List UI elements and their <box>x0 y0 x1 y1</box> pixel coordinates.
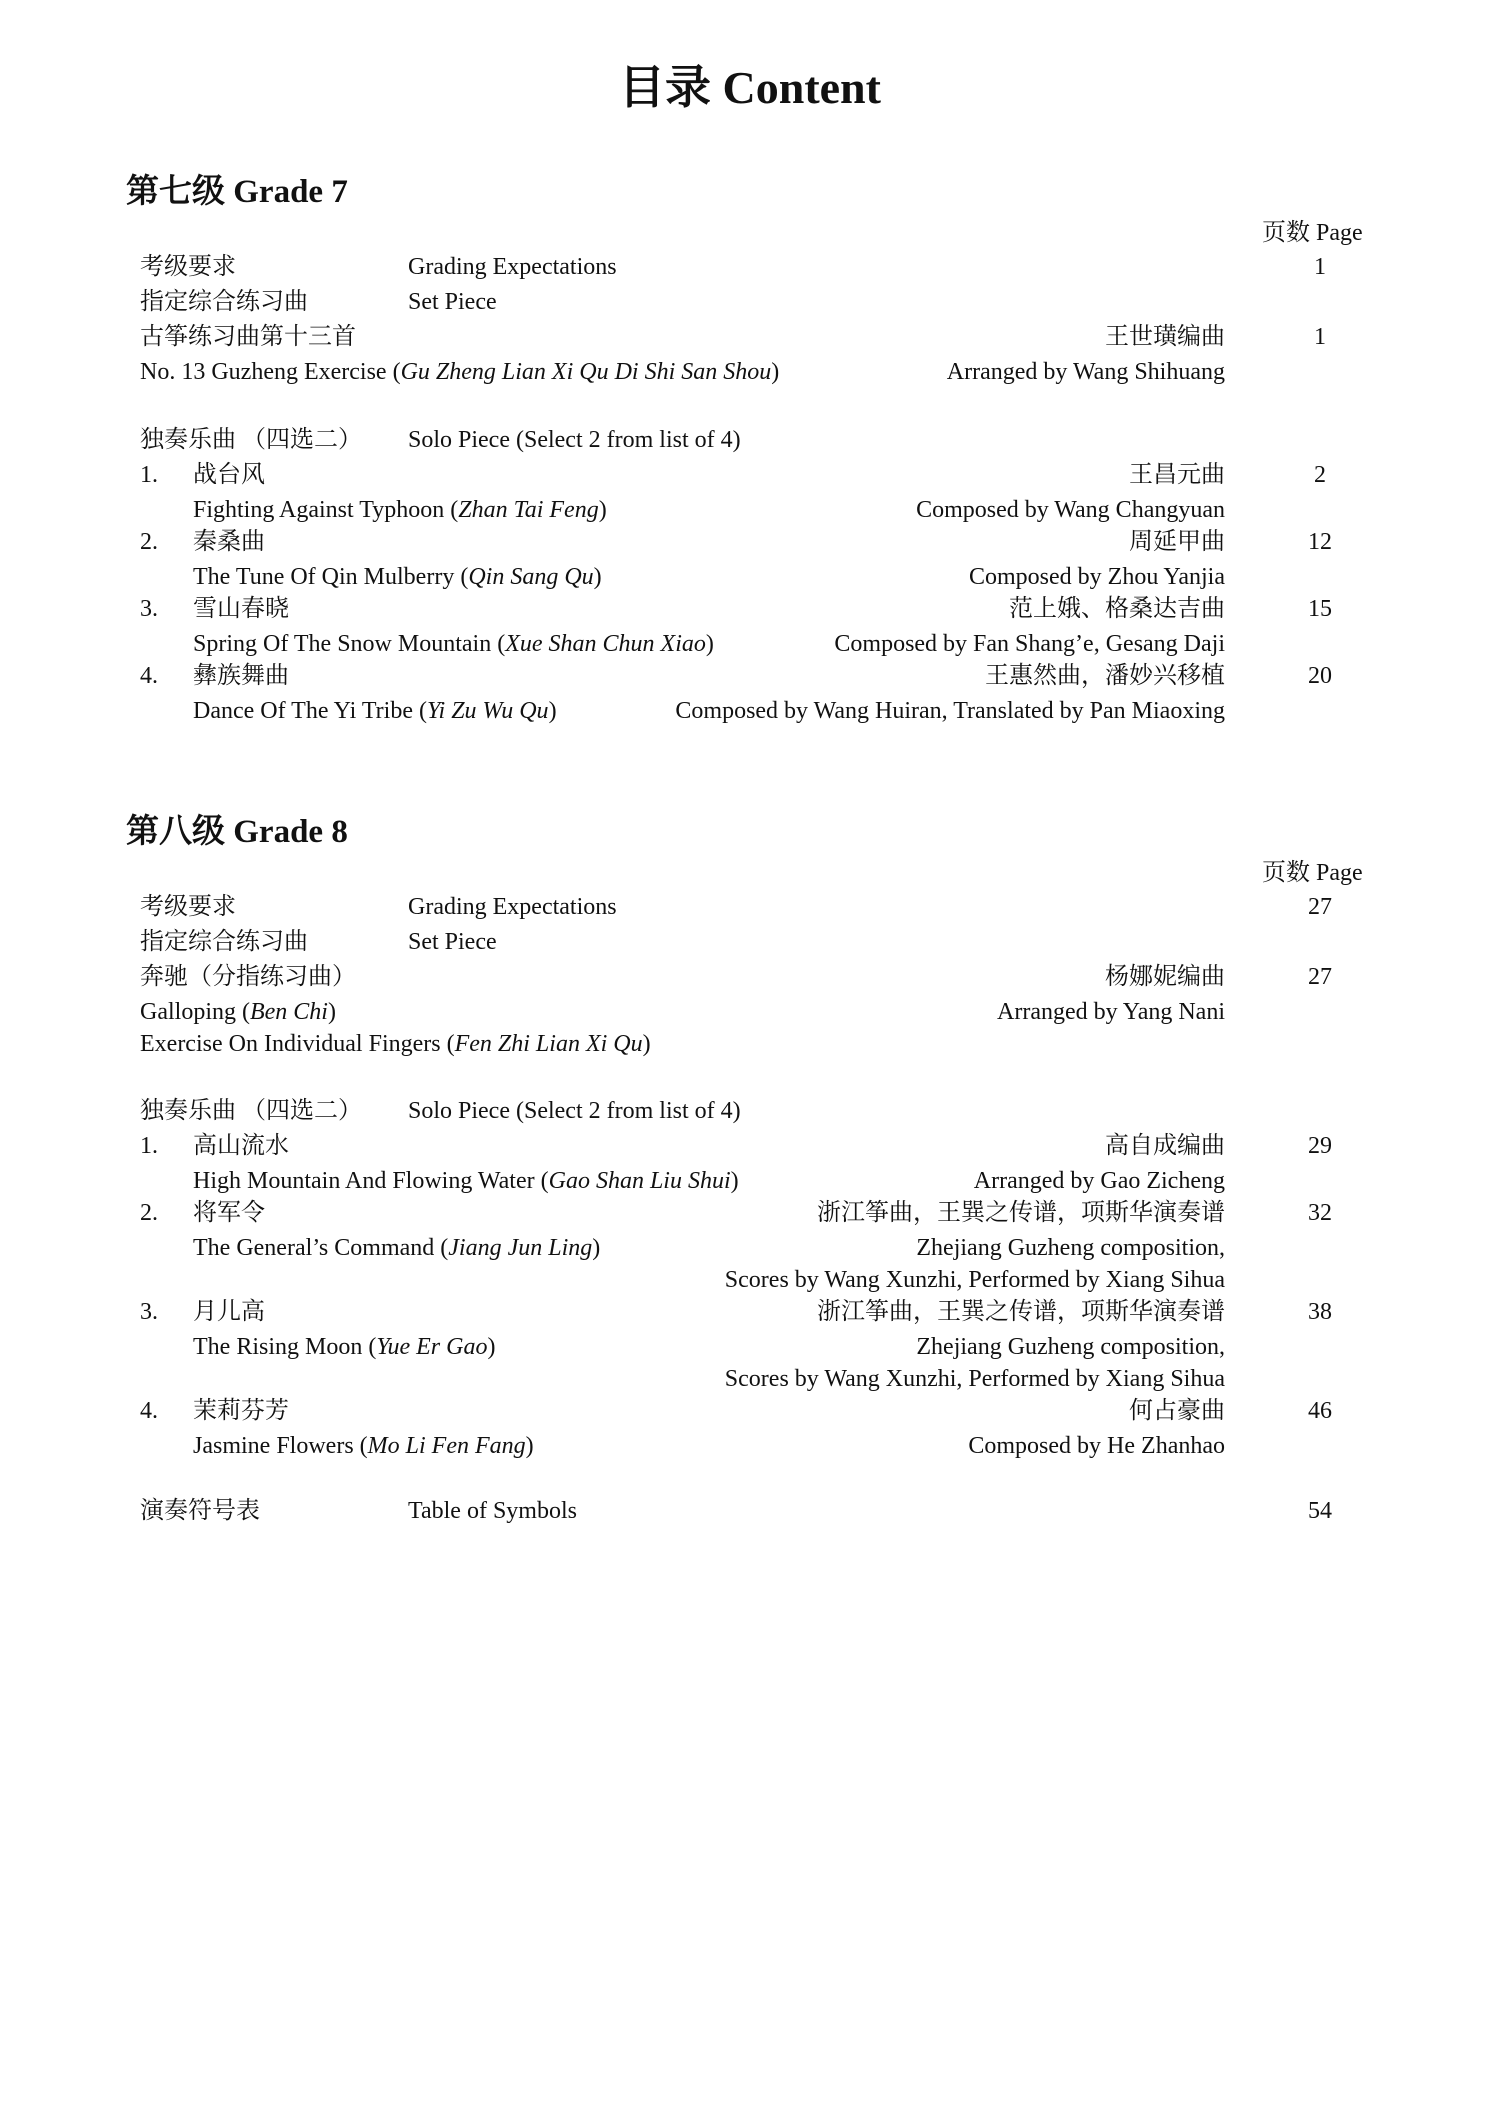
composer-en: Composed by He Zhanhao <box>968 1433 1225 1459</box>
solo-title-cn: 独奏乐曲 （四选二） <box>140 427 362 453</box>
piece-number: 4. <box>140 1398 158 1424</box>
entry-title-cn: 指定综合练习曲 <box>140 929 308 955</box>
toc-entry-exercise-en2 <box>0 1027 1500 1061</box>
piece-title-en <box>193 1164 739 1198</box>
piece-title-en <box>193 560 602 594</box>
composer-en: Composed by Zhou Yanjia <box>968 564 1225 590</box>
page-number: 27 <box>1308 964 1332 990</box>
toc-entry-exercise[interactable] <box>0 320 1500 354</box>
title-pinyin: Qin Sang Qu <box>468 564 594 590</box>
entry-title-cn: 考级要求 <box>140 254 236 280</box>
title-text: Dance Of The Yi Tribe ( <box>193 698 427 724</box>
page-number: 1 <box>1314 254 1326 280</box>
composer-cn: 范上娥、格桑达吉曲 <box>1009 596 1225 622</box>
entry-title-en <box>140 995 336 1029</box>
title-close: ) <box>771 359 780 385</box>
piece-title-en <box>193 627 714 661</box>
title-text: Galloping ( <box>140 999 250 1025</box>
title-pinyin: Jiang Jun Ling <box>448 1235 593 1261</box>
title-text: The Rising Moon ( <box>193 1334 377 1360</box>
toc-entry-grading[interactable] <box>0 250 1500 284</box>
solo-piece-entry[interactable] <box>0 1394 1500 1428</box>
title-text: High Mountain And Flowing Water ( <box>193 1168 549 1194</box>
piece-title-cn: 高山流水 <box>193 1133 289 1159</box>
page-number: 12 <box>1308 529 1332 555</box>
title-close: ) <box>730 1168 739 1194</box>
solo-piece-entry[interactable] <box>0 1295 1500 1329</box>
solo-section-header <box>0 1094 1500 1128</box>
solo-piece-en <box>0 627 1500 661</box>
page-number: 54 <box>1308 1498 1332 1524</box>
page-number: 15 <box>1308 596 1332 622</box>
toc-entry-grading[interactable] <box>0 890 1500 924</box>
entry-title-en: Grading Expectations <box>408 894 617 920</box>
solo-piece-en <box>0 1231 1500 1265</box>
arranger-en: Arranged by Wang Shihuang <box>946 359 1225 385</box>
title-pinyin: Yue Er Gao <box>376 1334 488 1360</box>
entry-title-cn: 古筝练习曲第十三首 <box>140 324 356 350</box>
piece-number: 2. <box>140 529 158 555</box>
solo-title-cn: 独奏乐曲 （四选二） <box>140 1098 362 1124</box>
solo-piece-credit <box>0 1263 1500 1297</box>
title-pinyin: Ben Chi <box>249 999 328 1025</box>
toc-entry-symbols[interactable] <box>0 1494 1500 1528</box>
entry-title-en: Table of Symbols <box>408 1498 577 1524</box>
title-text: The General’s Command ( <box>193 1235 449 1261</box>
entry-title-en <box>140 355 779 389</box>
composer-en: Composed by Wang Changyuan <box>916 497 1225 523</box>
solo-piece-entry[interactable] <box>0 592 1500 626</box>
title-close: ) <box>593 564 602 590</box>
title-close: ) <box>598 497 607 523</box>
arranger-en: Arranged by Yang Nani <box>997 999 1225 1025</box>
page-title: 目录 Content <box>619 62 881 113</box>
piece-title-cn: 战台风 <box>193 462 265 488</box>
entry-title-en: Set Piece <box>408 289 497 315</box>
composer-cn: 浙江筝曲，王巽之传谱，项斯华演奏谱 <box>817 1200 1225 1226</box>
page-column-header: 页数 Page <box>1262 860 1363 886</box>
piece-number: 1. <box>140 462 158 488</box>
piece-title-cn: 茉莉芬芳 <box>193 1398 289 1424</box>
piece-title-cn: 秦桑曲 <box>193 529 265 555</box>
toc-entry-set-piece <box>0 285 1500 319</box>
composer-en: Arranged by Gao Zicheng <box>973 1168 1225 1194</box>
piece-title-cn: 彝族舞曲 <box>193 663 289 689</box>
solo-piece-en <box>0 694 1500 728</box>
solo-piece-entry[interactable] <box>0 1129 1500 1163</box>
piece-number: 3. <box>140 596 158 622</box>
solo-piece-en <box>0 493 1500 527</box>
piece-title-en <box>193 1330 495 1364</box>
title-close: ) <box>705 631 714 657</box>
composer-cn: 何占豪曲 <box>1129 1398 1225 1424</box>
piece-title-en <box>193 1429 534 1463</box>
title-close: ) <box>327 999 336 1025</box>
title-close: ) <box>642 1031 651 1057</box>
composer-en: Composed by Fan Shang’e, Gesang Daji <box>834 631 1225 657</box>
title-pinyin: Fen Zhi Lian Xi Qu <box>454 1031 643 1057</box>
piece-title-cn: 月儿高 <box>193 1299 265 1325</box>
page-number: 46 <box>1308 1398 1332 1424</box>
title-text: Spring Of The Snow Mountain ( <box>193 631 506 657</box>
title-close: ) <box>525 1433 534 1459</box>
entry-subtitle-en <box>140 1027 651 1061</box>
entry-title-en: Grading Expectations <box>408 254 617 280</box>
title-text: Jasmine Flowers ( <box>193 1433 368 1459</box>
grade-8-heading: 第八级 Grade 8 <box>126 814 348 850</box>
title-close: ) <box>487 1334 496 1360</box>
solo-piece-entry[interactable] <box>0 525 1500 559</box>
arranger-cn: 杨娜妮编曲 <box>1105 964 1225 990</box>
grade-7-heading: 第七级 Grade 7 <box>126 174 348 210</box>
solo-title-en: Solo Piece (Select 2 from list of 4) <box>408 427 741 453</box>
composer-cn: 浙江筝曲，王巽之传谱，项斯华演奏谱 <box>817 1299 1225 1325</box>
arranger-cn: 王世璜编曲 <box>1105 324 1225 350</box>
title-pinyin: Gu Zheng Lian Xi Qu Di Shi San Shou <box>400 359 772 385</box>
page-number: 38 <box>1308 1299 1332 1325</box>
solo-piece-entry[interactable] <box>0 659 1500 693</box>
solo-piece-en <box>0 1330 1500 1364</box>
title-close: ) <box>592 1235 601 1261</box>
piece-title-en <box>193 493 607 527</box>
page-number: 32 <box>1308 1200 1332 1226</box>
composer-cn: 高自成编曲 <box>1105 1133 1225 1159</box>
toc-entry-exercise-en <box>0 355 1500 389</box>
composer-en: Zhejiang Guzheng composition, <box>916 1334 1225 1360</box>
piece-number: 1. <box>140 1133 158 1159</box>
page-column-header: 页数 Page <box>1262 220 1363 246</box>
page-number: 20 <box>1308 663 1332 689</box>
solo-piece-entry[interactable] <box>0 1196 1500 1230</box>
composer-en-line2: Scores by Wang Xunzhi, Performed by Xiang Sihua <box>724 1267 1225 1293</box>
solo-piece-en <box>0 1164 1500 1198</box>
piece-title-cn: 雪山春晓 <box>193 596 289 622</box>
piece-number: 4. <box>140 663 158 689</box>
solo-piece-en <box>0 1429 1500 1463</box>
title-text: Exercise On Individual Fingers ( <box>140 1031 455 1057</box>
piece-title-cn: 将军令 <box>193 1200 265 1226</box>
piece-number: 3. <box>140 1299 158 1325</box>
piece-number: 2. <box>140 1200 158 1226</box>
toc-entry-set-piece <box>0 925 1500 959</box>
solo-title-en: Solo Piece (Select 2 from list of 4) <box>408 1098 741 1124</box>
solo-piece-credit <box>0 1362 1500 1396</box>
solo-piece-entry[interactable] <box>0 458 1500 492</box>
piece-title-en <box>193 1231 600 1265</box>
solo-section-header <box>0 423 1500 457</box>
toc-entry-exercise[interactable] <box>0 960 1500 994</box>
entry-title-cn: 奔驰（分指练习曲） <box>140 964 356 990</box>
page-number: 2 <box>1314 462 1326 488</box>
composer-en: Composed by Wang Huiran, Translated by Pan Miaoxing <box>675 698 1225 724</box>
composer-en: Zhejiang Guzheng composition, <box>916 1235 1225 1261</box>
title-pinyin: Gao Shan Liu Shui <box>548 1168 731 1194</box>
composer-cn: 王惠然曲，潘妙兴移植 <box>985 663 1225 689</box>
entry-title-cn: 演奏符号表 <box>140 1498 260 1524</box>
entry-title-cn: 考级要求 <box>140 894 236 920</box>
title-text: Fighting Against Typhoon ( <box>193 497 459 523</box>
toc-entry-exercise-en <box>0 995 1500 1029</box>
title-text: No. 13 Guzheng Exercise ( <box>140 359 401 385</box>
page-number: 1 <box>1314 324 1326 350</box>
title-text: The Tune Of Qin Mulberry ( <box>193 564 469 590</box>
title-close: ) <box>548 698 557 724</box>
page-number: 29 <box>1308 1133 1332 1159</box>
composer-en-line2: Scores by Wang Xunzhi, Performed by Xiang Sihua <box>724 1366 1225 1392</box>
page-number: 27 <box>1308 894 1332 920</box>
title-pinyin: Xue Shan Chun Xiao <box>505 631 706 657</box>
entry-title-cn: 指定综合练习曲 <box>140 289 308 315</box>
solo-piece-en <box>0 560 1500 594</box>
title-pinyin: Mo Li Fen Fang <box>367 1433 526 1459</box>
composer-cn: 王昌元曲 <box>1129 462 1225 488</box>
piece-title-en <box>193 694 557 728</box>
title-pinyin: Yi Zu Wu Qu <box>426 698 549 724</box>
title-pinyin: Zhan Tai Feng <box>458 497 599 523</box>
entry-title-en: Set Piece <box>408 929 497 955</box>
composer-cn: 周延甲曲 <box>1129 529 1225 555</box>
